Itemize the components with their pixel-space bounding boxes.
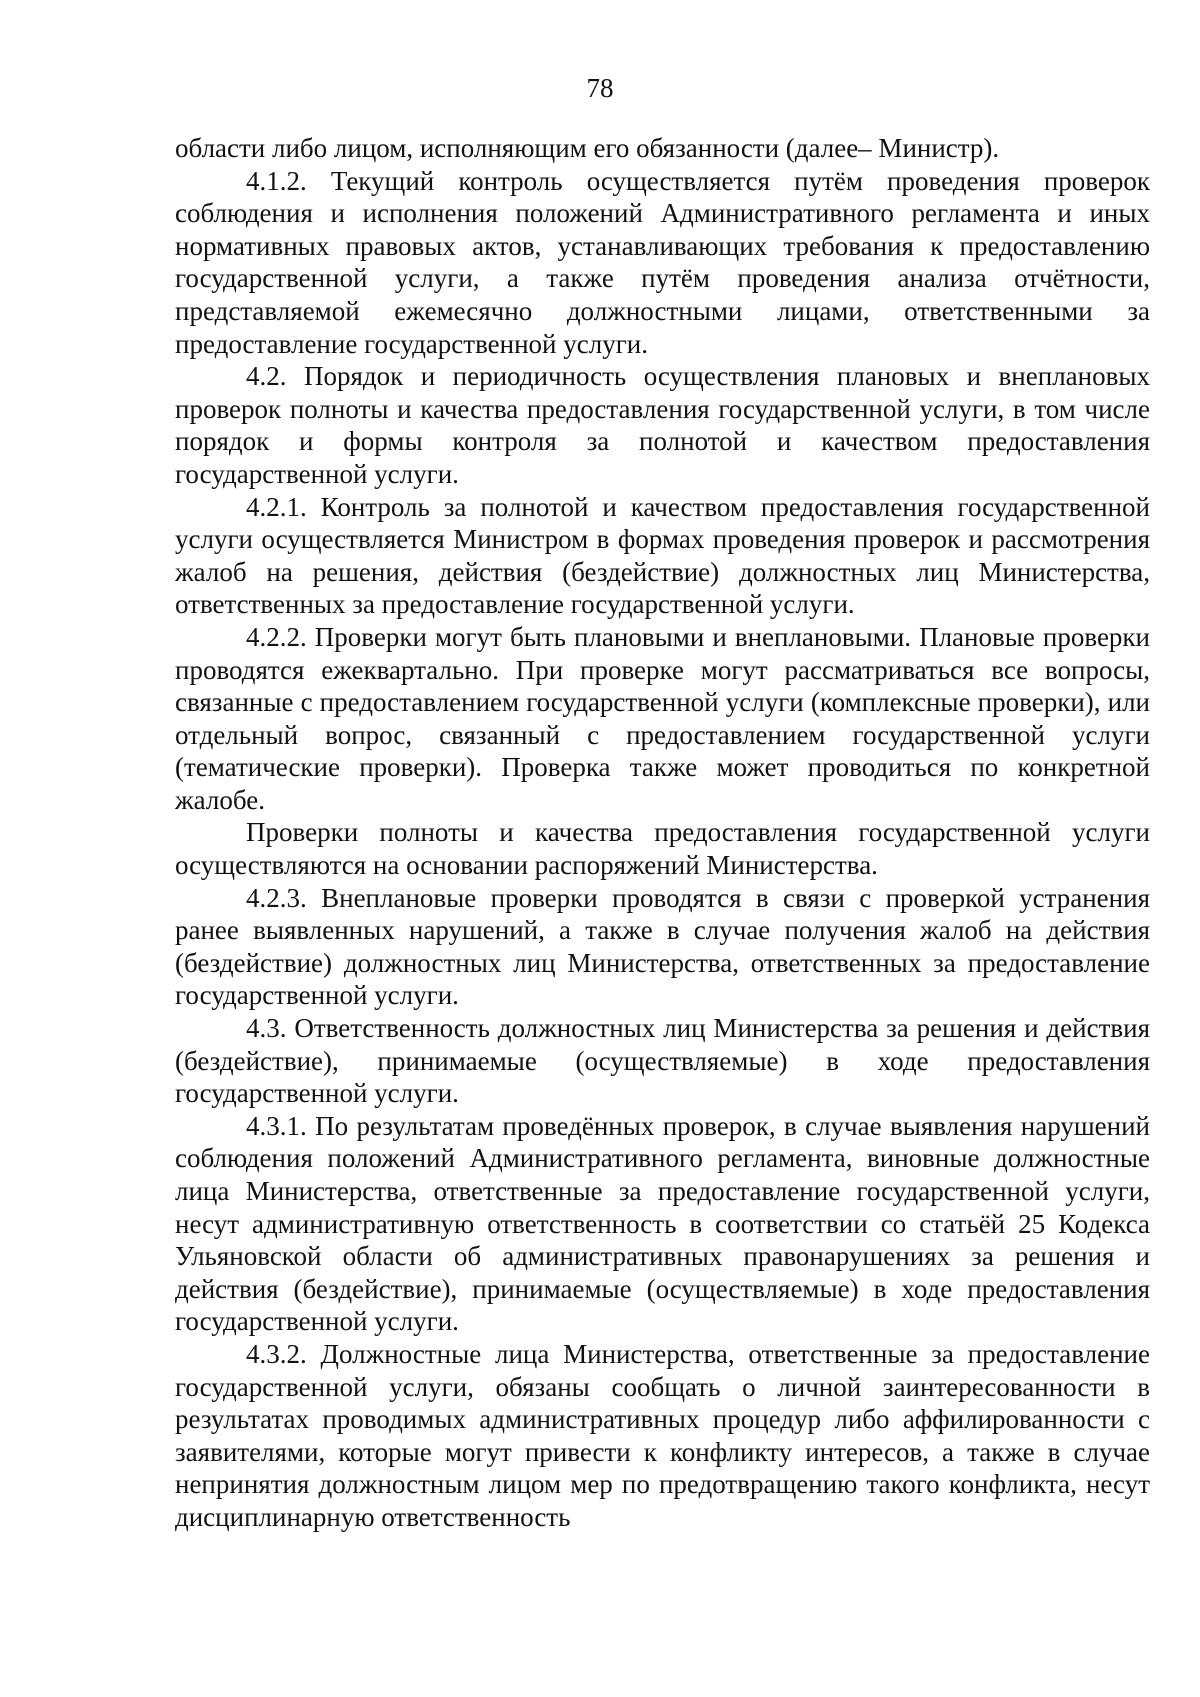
paragraph-4-3: 4.3. Ответственность должностных лиц Министерства за решения и действия (бездействие), принимаемые (осуществляемые) в ходе предоставления государственной услуги. bbox=[175, 1013, 1150, 1109]
paragraph-4-2-2: 4.2.2. Проверки могут быть плановыми и внеплановыми. Плановые проверки проводятся ежеквартально. При проверке могут рассматриваться все вопросы, связанные с предоставлением государственной услуги (комплексные проверки), или отдельный вопрос, связанный с предоставлением государственной услуги (тематические проверки). Проверка также может проводиться по конкретной жалобе. bbox=[175, 621, 1150, 815]
paragraph-4-3-1: 4.3.1. По результатам проведённых проверок, в случае выявления нарушений соблюдения положений Административного регламента, виновные должностные лица Министерства, ответственные за предоставление государственной услуги, несут административную ответственность в соответствии со статьёй 25 Кодекса Ульяновской области об административных правонарушениях за решения и действия (бездействие), принимаемые (осуществляемые) в ходе предоставления государственной услуги. bbox=[175, 1110, 1150, 1337]
paragraph-4-3-2: 4.3.2. Должностные лица Министерства, ответственные за предоставление государственной услуги, обязаны сообщать о личной заинтересованности в результатах проводимых административных процедур либо аффилированности с заявителями, которые могут привести к конфликту интересов, а также в случае непринятия должностным лицом мер по предотвращению такого конфликта, несут дисциплинарную ответственность bbox=[175, 1338, 1150, 1532]
paragraph-4-2-3: 4.2.3. Внеплановые проверки проводятся в связи с проверкой устранения ранее выявленных нарушений, а также в случае получения жалоб на действия (бездействие) должностных лиц Министерства, ответственных за предоставление государственной услуги. bbox=[175, 882, 1150, 1011]
paragraph-4-1-2: 4.1.2. Текущий контроль осуществляется путём проведения проверок соблюдения и исполнения положений Административного регламента и иных нормативных правовых актов, устанавливающих требования к предоставлению государственной услуги, а также путём проведения анализа отчётности, представляемой ежемесячно должностными лицами, ответственными за предоставление государственной услуги. bbox=[175, 165, 1150, 359]
paragraph-4-2-2-cont: Проверки полноты и качества предоставления государственной услуги осуществляются на основании распоряжений Министерства. bbox=[175, 817, 1150, 881]
paragraph-4-2-1: 4.2.1. Контроль за полнотой и качеством предоставления государственной услуги осуществляется Министром в формах проведения проверок и рассмотрения жалоб на решения, действия (бездействие) должностных лиц Министерства, ответственных за предоставление государственной услуги. bbox=[175, 491, 1150, 620]
page-number: 78 bbox=[586, 73, 614, 103]
paragraph-continuation: области либо лицом, исполняющим его обязанности (далее– Министр). bbox=[175, 133, 1000, 163]
paragraph-4-2: 4.2. Порядок и периодичность осуществления плановых и внеплановых проверок полноты и качества предоставления государственной услуги, в том числе порядок и формы контроля за полнотой и качеством предоставления государственной услуги. bbox=[175, 361, 1150, 489]
document-body bbox=[175, 132, 1150, 1534]
